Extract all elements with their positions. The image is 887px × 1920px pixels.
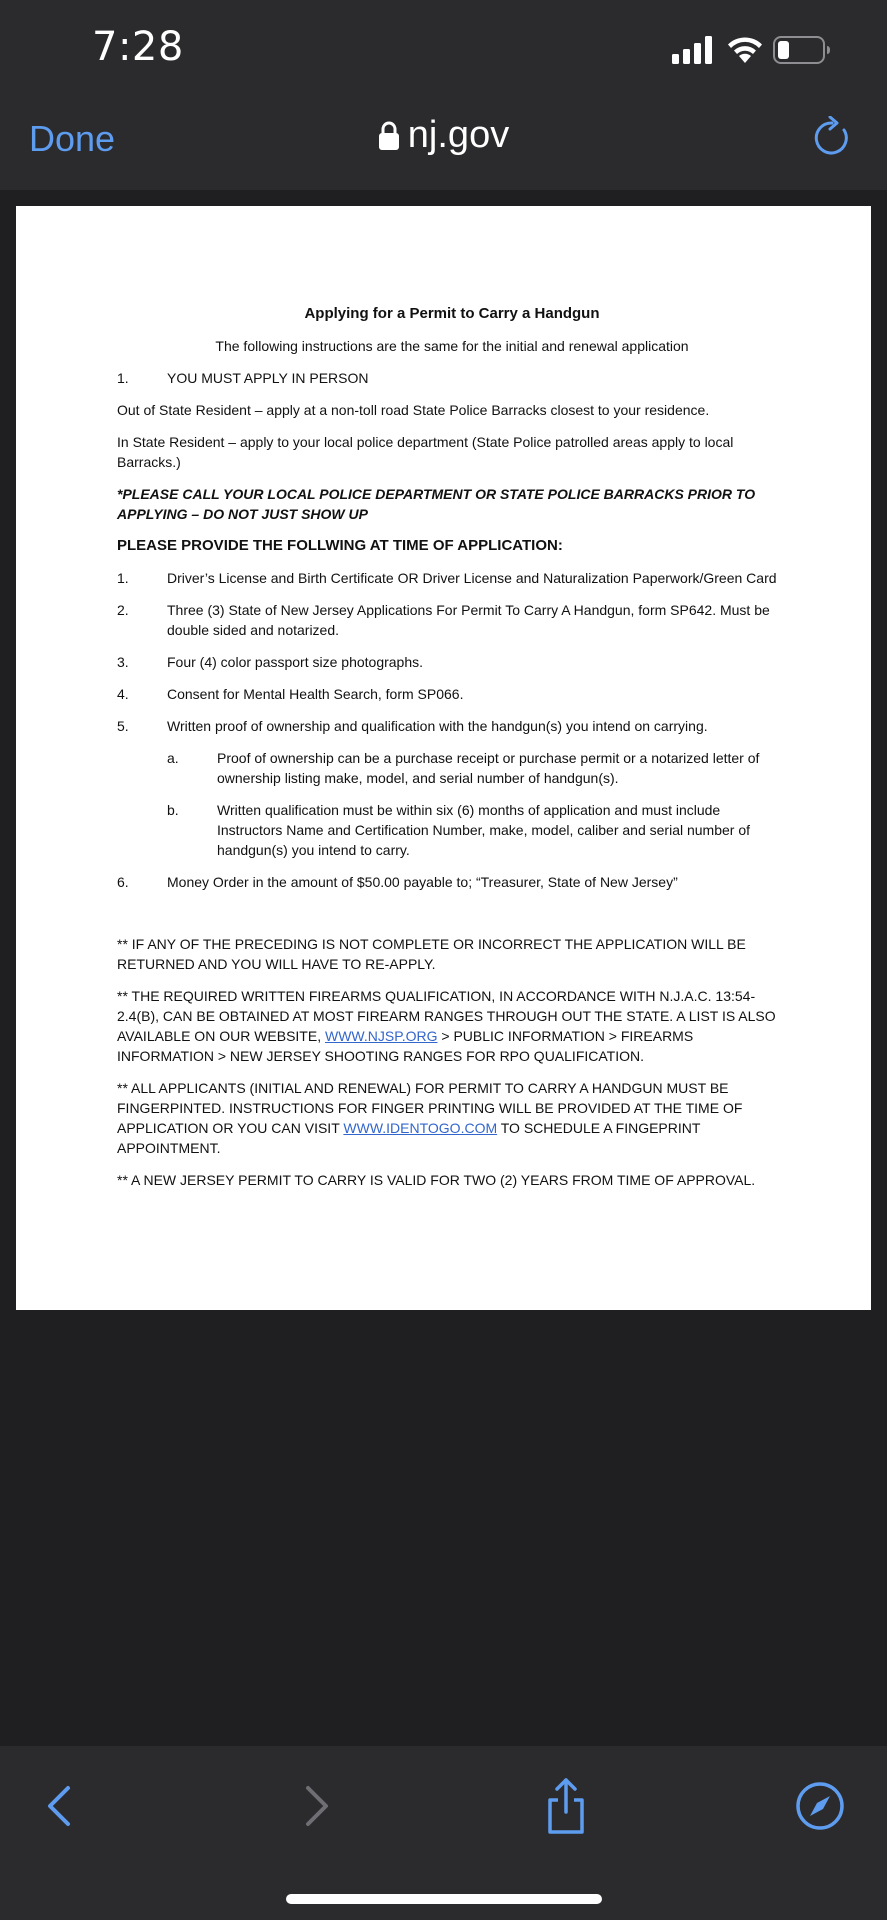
call-notice: *PLEASE CALL YOUR LOCAL POLICE DEPARTMENT OR STATE POLICE BARRACKS PRIOR TO APPLYING – DO NOT JUST SHOW UP xyxy=(117,486,756,522)
document-title: Applying for a Permit to Carry a Handgun xyxy=(304,305,600,322)
item-text: Driver’s License and Birth Certificate OR Driver License and Naturalization Paperwork/Green Card xyxy=(167,570,777,586)
item-text: Four (4) color passport size photographs. xyxy=(167,654,424,670)
list-item xyxy=(117,716,787,736)
out-of-state-paragraph: Out of State Resident – apply at a non-toll road State Police Barracks closest to your residence. xyxy=(117,402,710,418)
status-bar xyxy=(0,0,887,100)
item-number: 5. xyxy=(117,718,129,734)
document-content xyxy=(117,304,787,1202)
battery-icon xyxy=(773,36,831,64)
step-text: YOU MUST APPLY IN PERSON xyxy=(167,370,369,386)
document-subtitle: The following instructions are the same for the initial and renewal application xyxy=(215,338,689,354)
cellular-signal-icon xyxy=(672,36,716,64)
home-indicator xyxy=(286,1894,602,1904)
pdf-page[interactable] xyxy=(16,206,871,1310)
list-item xyxy=(117,600,787,640)
note-text: ** ALL APPLICANTS (INITIAL AND RENEWAL) FOR PERMIT TO CARRY A HANDGUN MUST BE FINGERPINTED. INSTRUCTIONS FOR FINGER PRINTING WILL BE PROVIDED AT THE TIME OF APPLICATION OR YOU CAN VISIT xyxy=(117,1080,743,1136)
note-text: ** THE REQUIRED WRITTEN FIREARMS QUALIFICATION, IN ACCORDANCE WITH N.J.A.C. 13:54-2.4(B), CAN BE OBTAINED AT MOST FIREARM RANGES THROUGH OUT THE STATE. A LIST IS ALSO AVAILABLE ON OUR WEBSITE, xyxy=(117,988,776,1044)
item-number: 1. xyxy=(117,570,129,586)
url-text: nj.gov xyxy=(407,114,510,156)
sub-item-letter: a. xyxy=(167,750,179,766)
item-text: Money Order in the amount of $50.00 payable to; “Treasurer, State of New Jersey” xyxy=(167,874,678,890)
item-text: Three (3) State of New Jersey Applications For Permit To Carry A Handgun, form SP642. Must be double sided and notarized. xyxy=(167,602,770,638)
note-text: TO SCHEDULE A FINGEPRINT APPOINTMENT. xyxy=(117,1120,701,1156)
item-text: Consent for Mental Health Search, form SP066. xyxy=(167,686,464,702)
step-item xyxy=(117,368,787,388)
note-fingerprint xyxy=(117,1078,787,1158)
sub-list-item xyxy=(167,748,787,788)
note-qualification xyxy=(117,986,787,1066)
item-number: 4. xyxy=(117,686,129,702)
list-item xyxy=(117,872,787,892)
note-validity: ** A NEW JERSEY PERMIT TO CARRY IS VALID FOR TWO (2) YEARS FROM TIME OF APPROVAL. xyxy=(117,1172,756,1188)
lock-icon xyxy=(378,121,400,151)
list-item xyxy=(117,684,787,704)
reload-icon[interactable] xyxy=(810,116,854,160)
sub-item-text: Proof of ownership can be a purchase receipt or purchase permit or a notarized letter of ownership listing make, model, and serial number of handgun(s). xyxy=(217,750,760,786)
note-text: > PUBLIC INFORMATION > FIREARMS INFORMATION > NEW JERSEY SHOOTING RANGES FOR RPO QUALIFICATION. xyxy=(117,1028,694,1064)
item-number: 2. xyxy=(117,602,129,618)
step-number: 1. xyxy=(117,370,129,386)
provide-heading: PLEASE PROVIDE THE FOLLWING AT TIME OF APPLICATION: xyxy=(117,537,563,554)
in-state-paragraph: In State Resident – apply to your local police department (State Police patrolled areas apply to local Barracks.) xyxy=(117,434,734,470)
item-number: 3. xyxy=(117,654,129,670)
share-icon[interactable] xyxy=(536,1776,596,1836)
compass-icon[interactable] xyxy=(790,1776,850,1836)
sub-item-text: Written qualification must be within six (6) months of application and must include Instructors Name and Certification Number, make, model, caliber and serial number of handgun(s) you intend to carry. xyxy=(217,802,751,858)
browser-nav-bar xyxy=(0,100,887,190)
item-text: Written proof of ownership and qualification with the handgun(s) you intend on carrying. xyxy=(167,718,708,734)
address-bar[interactable] xyxy=(0,114,887,157)
chevron-right-icon[interactable] xyxy=(286,1776,346,1836)
sub-list-item xyxy=(167,800,787,860)
done-button[interactable]: Done xyxy=(29,118,116,159)
njsp-link[interactable]: WWW.NJSP.ORG xyxy=(324,1028,438,1044)
status-time: 7:28 xyxy=(92,24,184,70)
browser-toolbar xyxy=(0,1746,887,1920)
note-return: ** IF ANY OF THE PRECEDING IS NOT COMPLETE OR INCORRECT THE APPLICATION WILL BE RETURNED AND YOU WILL HAVE TO RE-APPLY. xyxy=(117,936,746,972)
wifi-icon xyxy=(726,34,764,64)
item-number: 6. xyxy=(117,874,129,890)
identogo-link[interactable]: WWW.IDENTOGO.COM xyxy=(343,1120,498,1136)
list-item xyxy=(117,568,787,588)
sub-item-letter: b. xyxy=(167,802,179,818)
list-item xyxy=(117,652,787,672)
chevron-left-icon[interactable] xyxy=(30,1776,90,1836)
